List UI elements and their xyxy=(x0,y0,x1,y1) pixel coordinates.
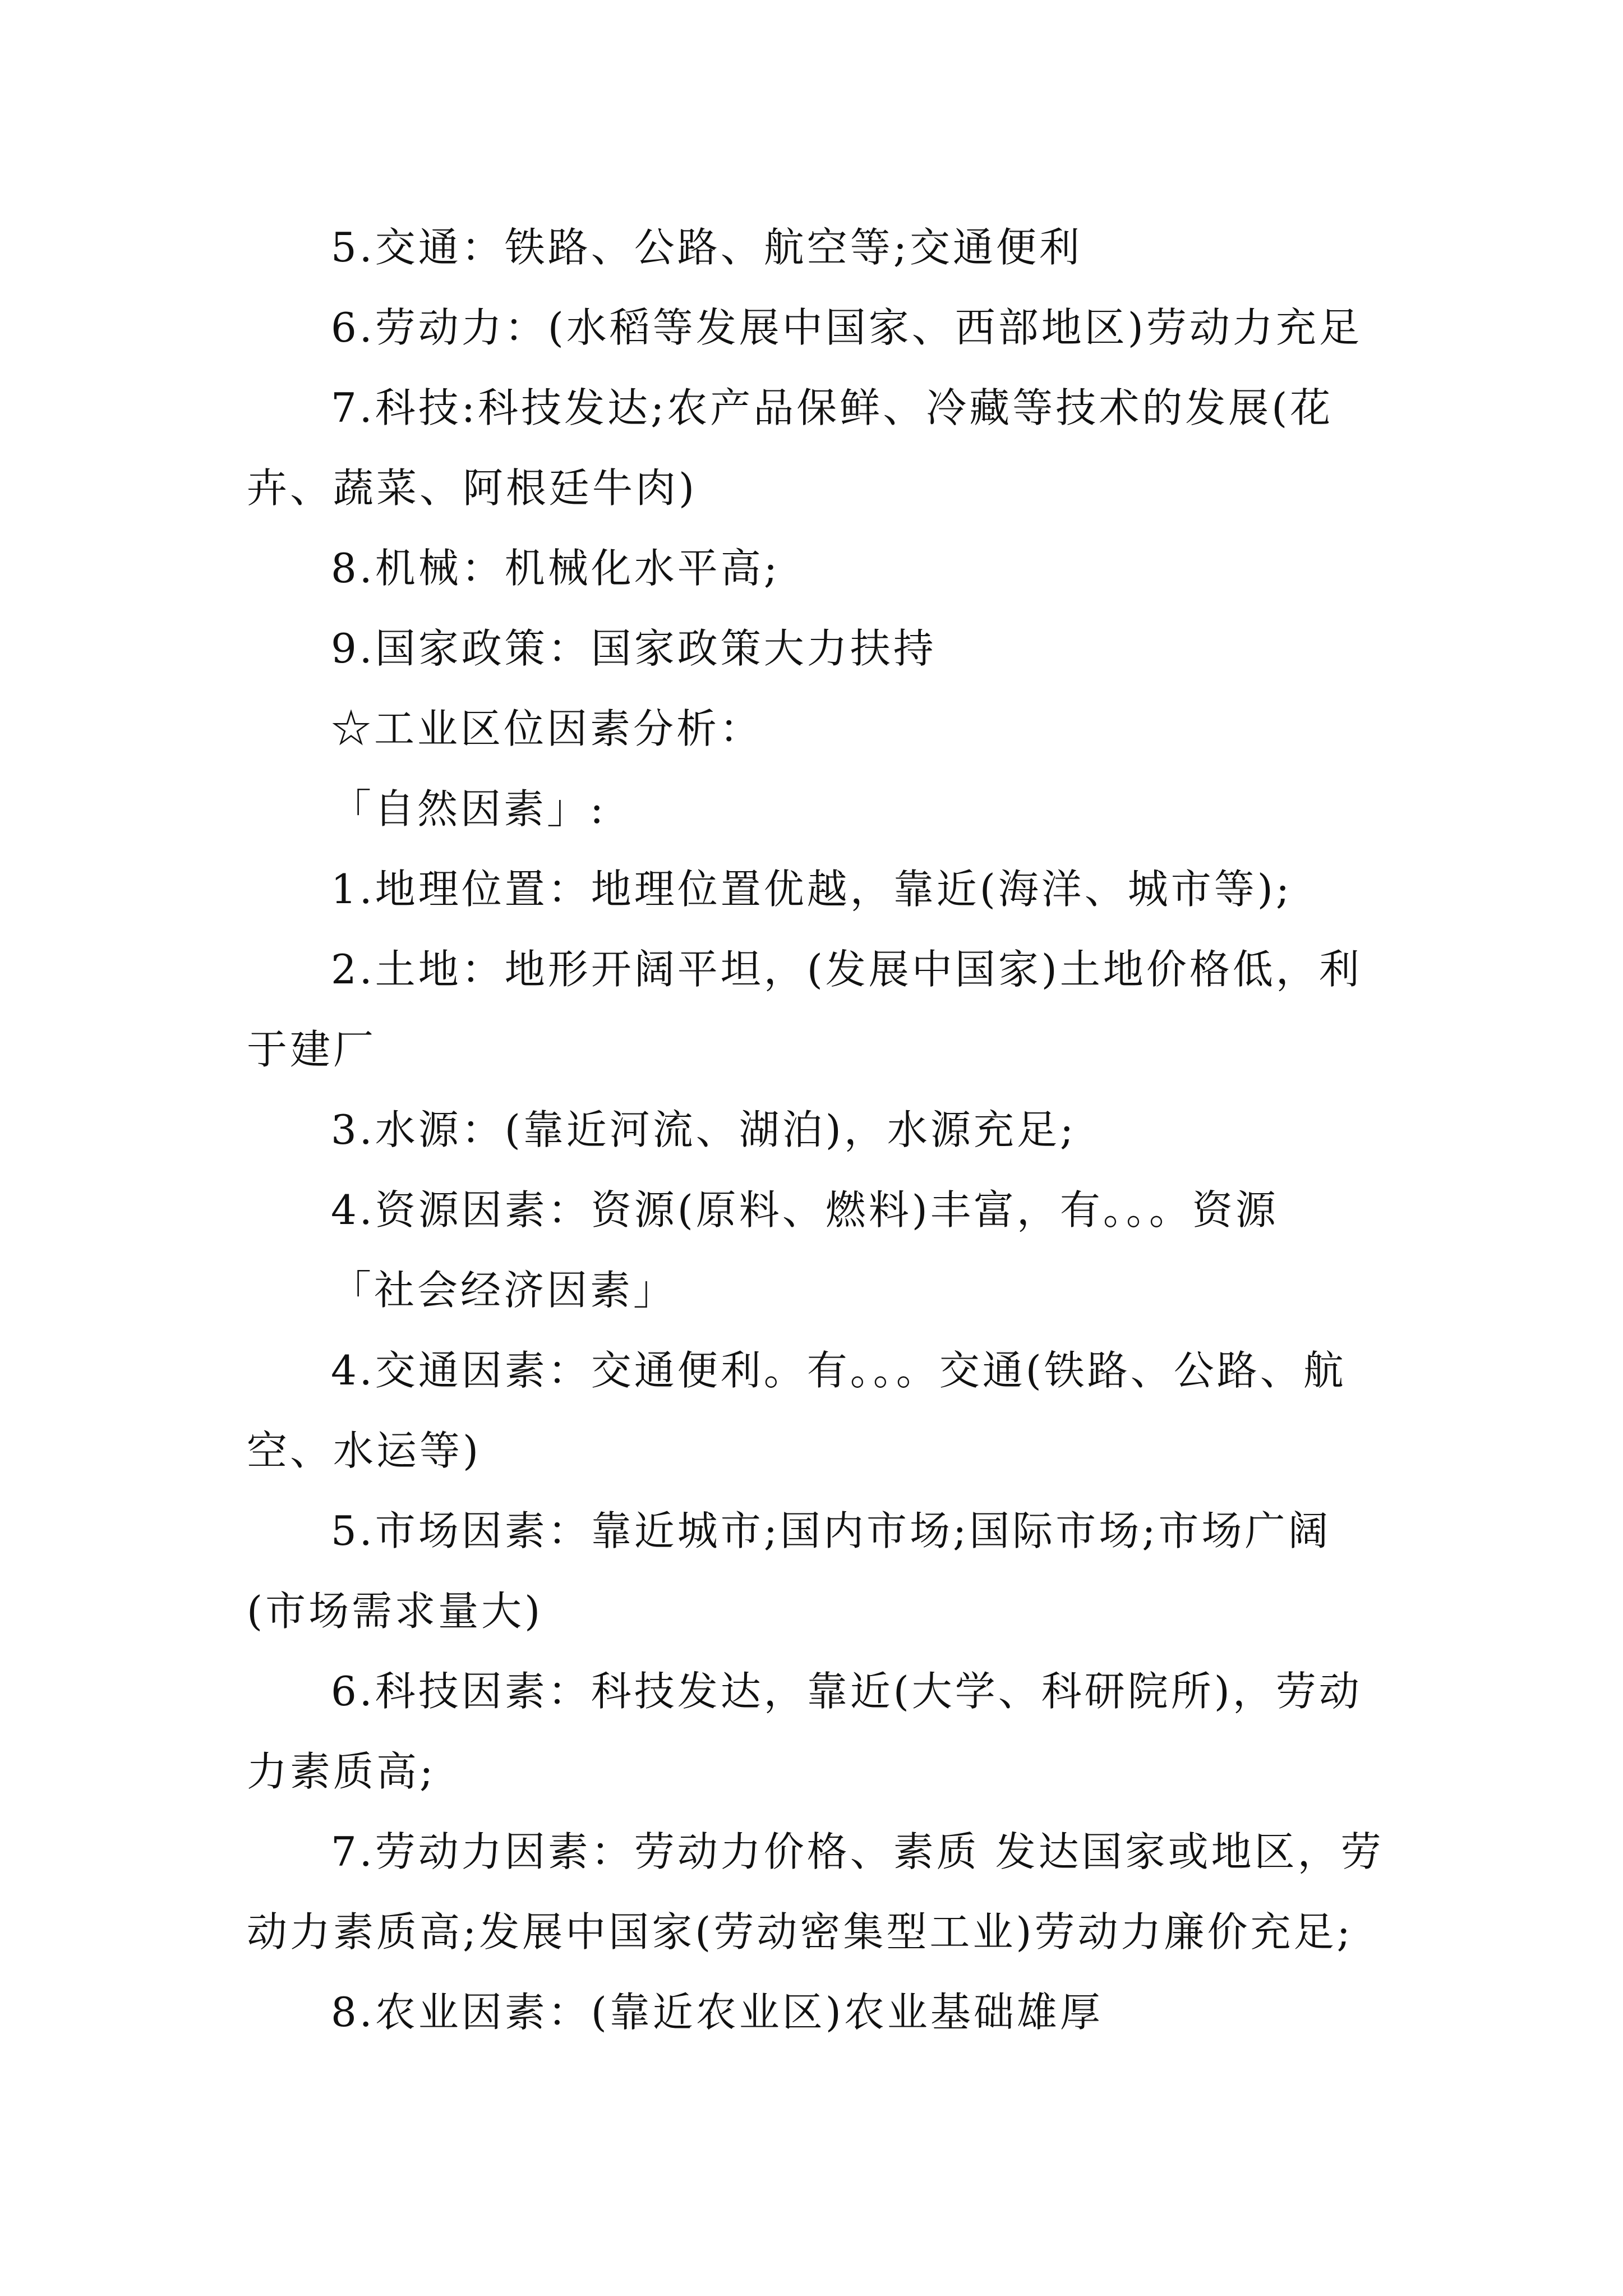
paragraph-technology-factor: 6.科技因素：科技发达，靠近(大学、科研院所)，劳动力素质高; xyxy=(247,1668,1362,1795)
paragraph-policy: 9.国家政策：国家政策大力扶持 xyxy=(331,625,937,672)
paragraph-land: 2.土地：地形开阔平坦，(发展中国家)土地价格低，利于建厂 xyxy=(247,946,1362,1073)
paragraph-market-factor: 5.市场因素：靠近城市;国内市场;国际市场;市场广阔(市场需求量大) xyxy=(247,1507,1331,1635)
document-body xyxy=(247,208,1385,2053)
paragraph-transport: 5.交通：铁路、公路、航空等;交通便利 xyxy=(331,224,1082,271)
paragraph-labor-factor: 7.劳动力因素：劳动力价格、素质 发达国家或地区，劳动力素质高;发展中国家(劳动密集型工业)劳动力廉价充足; xyxy=(247,1828,1384,1955)
subheading-socioeconomic-factors: 「社会经济因素」 xyxy=(331,1267,677,1314)
paragraph-water: 3.水源：(靠近河流、湖泊)，水源充足; xyxy=(331,1106,1077,1153)
paragraph-agriculture-factor: 8.农业因素：(靠近农业区)农业基础雄厚 xyxy=(331,1989,1103,2036)
paragraph-technology: 7.科技:科技发达;农产品保鲜、冷藏等技术的发展(花卉、蔬菜、阿根廷牛肉) xyxy=(247,384,1334,512)
paragraph-labor: 6.劳动力：(水稻等发展中国家、西部地区)劳动力充足 xyxy=(331,304,1362,351)
paragraph-machinery: 8.机械：机械化水平高; xyxy=(331,545,780,592)
paragraph-transport-factor: 4.交通因素：交通便利。有。。。交通(铁路、公路、航空、水运等) xyxy=(247,1347,1347,1474)
section-heading-industry: ☆工业区位因素分析： xyxy=(331,705,763,752)
paragraph-location: 1.地理位置：地理位置优越，靠近(海洋、城市等); xyxy=(331,866,1293,913)
subheading-natural-factors: 「自然因素」: xyxy=(331,785,607,832)
paragraph-resources: 4.资源因素：资源(原料、燃料)丰富，有。。。资源 xyxy=(331,1186,1279,1234)
